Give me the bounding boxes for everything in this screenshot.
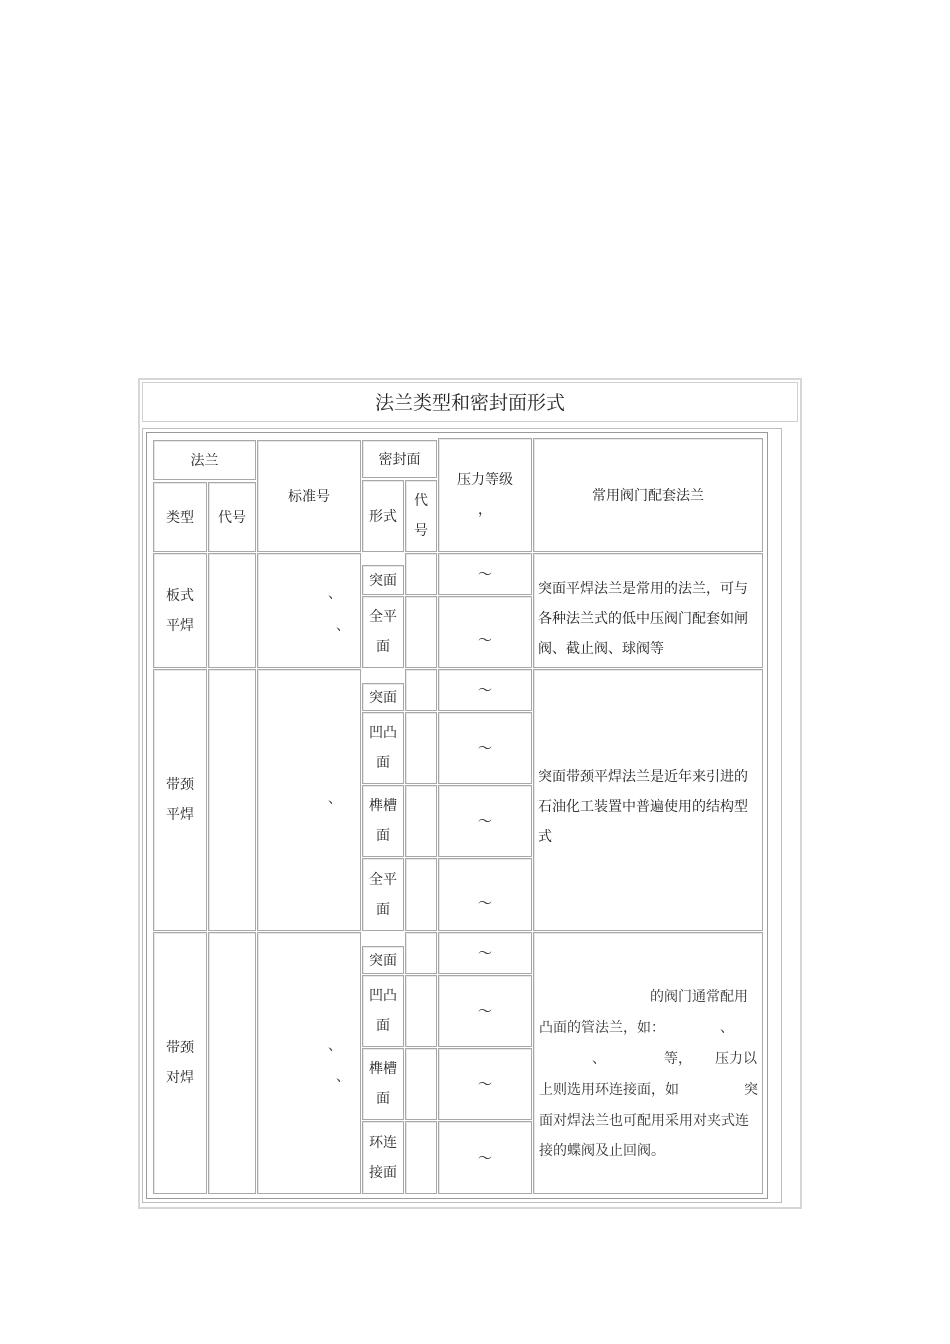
group-2-std-mark-0: 、 <box>328 1038 342 1054</box>
group-0-seal-1-form <box>362 596 404 668</box>
group-1-seal-2-form-2: 面 <box>376 828 390 844</box>
group-0-standard <box>257 553 361 668</box>
group-0-type-2: 平焊 <box>166 617 194 634</box>
group-2-seal-2-form-2: 面 <box>376 1091 390 1107</box>
group-0-seal-0-form <box>362 565 404 595</box>
group-0-code <box>208 553 256 668</box>
group-0-seal-0-code <box>405 553 437 595</box>
group-2-seal-2-range-label: ～ <box>478 1077 492 1093</box>
group-2-seal-3-form-1: 环连 <box>369 1134 397 1151</box>
header-type-label: 类型 <box>166 510 194 526</box>
group-1-seal-2-code <box>405 785 437 857</box>
group-2-seal-2-form-1: 榫槽 <box>369 1061 397 1077</box>
group-1-seal-1-range-label: ～ <box>478 741 492 757</box>
header-seal <box>362 440 437 478</box>
header-form-label: 形式 <box>369 509 397 525</box>
group-0-type <box>153 553 207 668</box>
group-1-type <box>153 669 207 931</box>
group-1-seal-3-form-1: 全平 <box>369 871 397 888</box>
group-1-seal-2-form <box>362 785 404 857</box>
group-2-desc-line-0: 的阀门通常配用 <box>650 989 748 1005</box>
group-2-seal-2-range <box>438 1048 532 1120</box>
header-pressure-2: ， <box>478 502 492 518</box>
header-pressure-1: 压力等级 <box>457 472 513 488</box>
group-2-seal-0-form <box>362 946 404 974</box>
group-2-seal-1-range-label: ～ <box>478 1004 492 1020</box>
table-title: 法兰类型和密封面形式 <box>142 382 798 422</box>
header-seal-code <box>405 480 437 552</box>
group-0-seal-1-range-label: ～ <box>478 633 492 649</box>
header-code-label: 代号 <box>218 510 246 526</box>
group-2-type <box>153 932 207 1194</box>
group-2-desc-line-3: 、 <box>592 1051 606 1067</box>
group-2-seal-1-form <box>362 975 404 1047</box>
group-1-seal-3-code <box>405 858 437 931</box>
header-code <box>208 482 256 552</box>
group-1-seal-3-range <box>438 858 532 931</box>
group-0-type-1: 板式 <box>166 587 194 604</box>
group-0-seal-1-code <box>405 596 437 668</box>
group-1-seal-0-range <box>438 669 532 711</box>
group-2-seal-0-form-label: 突面 <box>369 953 397 969</box>
group-0-std-mark-1: 、 <box>336 618 350 634</box>
group-2-desc-line-7: 突 <box>744 1082 758 1098</box>
group-1-seal-3-range-label: ～ <box>478 895 492 912</box>
header-valves <box>533 438 763 552</box>
group-2-seal-3-code <box>405 1121 437 1194</box>
group-1-code <box>208 669 256 931</box>
group-2-seal-1-range <box>438 975 532 1047</box>
group-2-desc-line-8: 面对焊法兰也可配用采用对夹式连 <box>539 1113 749 1129</box>
group-2-seal-3-form <box>362 1121 404 1194</box>
group-0-seal-0-form-label: 突面 <box>369 573 397 589</box>
group-2-seal-2-code <box>405 1048 437 1120</box>
group-2-desc-line-9: 接的蝶阀及止回阀。 <box>539 1143 665 1159</box>
group-2-std-mark-1: 、 <box>336 1069 350 1085</box>
group-1-seal-1-form-1: 凹凸 <box>369 725 397 741</box>
group-0-seal-1-range <box>438 596 532 668</box>
header-standard <box>257 440 361 552</box>
group-1-seal-2-form-1: 榫槽 <box>369 798 397 814</box>
group-2-seal-3-range-label: ～ <box>478 1150 492 1167</box>
group-1-seal-3-form <box>362 858 404 931</box>
group-1-seal-2-range <box>438 785 532 857</box>
group-1-seal-0-form <box>362 683 404 711</box>
group-2-seal-0-range <box>438 932 532 974</box>
group-0-desc <box>533 553 763 668</box>
group-2-desc-line-2: 、 <box>720 1020 734 1036</box>
group-2-seal-1-form-1: 凹凸 <box>369 988 397 1004</box>
group-2-type-2: 对焊 <box>166 1070 194 1086</box>
group-1-seal-1-form <box>362 712 404 784</box>
header-flange <box>153 440 256 480</box>
header-seal-label: 密封面 <box>378 452 421 468</box>
group-1-desc-text: 突面带颈平焊法兰是近年来引进的石油化工装置中普遍使用的结构型式 <box>538 769 748 845</box>
group-0-seal-1-form-1: 全平 <box>369 609 397 625</box>
header-valves-label: 常用阀门配套法兰 <box>592 488 704 504</box>
group-0-desc-text: 突面平焊法兰是常用的法兰，可与各种法兰式的低中压阀门配套如闸阀、截止阀、球阀等 <box>538 581 748 657</box>
group-1-seal-1-form-2: 面 <box>376 755 390 771</box>
group-2-seal-3-range <box>438 1121 532 1194</box>
header-standard-label: 标准号 <box>288 489 330 505</box>
group-2-desc <box>533 932 763 1194</box>
header-flange-label: 法兰 <box>190 453 219 469</box>
group-2-desc-line-5: 压力以 <box>715 1051 757 1067</box>
group-2-seal-0-range-label: ～ <box>478 946 492 962</box>
group-2-desc-line-1: 凸面的管法兰，如： <box>539 1020 665 1036</box>
group-1-seal-0-range-label: ～ <box>478 683 492 699</box>
group-1-seal-3-form-2: 面 <box>376 901 390 918</box>
group-2-code <box>208 932 256 1194</box>
group-1-seal-1-range <box>438 712 532 784</box>
group-1-type-1: 带颈 <box>166 777 194 793</box>
group-1-seal-0-form-label: 突面 <box>369 690 397 706</box>
group-0-seal-1-form-2: 面 <box>376 639 390 655</box>
group-1-type-2: 平焊 <box>166 807 194 823</box>
group-2-desc-line-4: 等， <box>664 1051 692 1067</box>
group-1-std-mark-0: 、 <box>328 791 342 807</box>
group-2-standard <box>257 932 361 1194</box>
group-2-type-1: 带颈 <box>166 1040 194 1056</box>
header-type <box>153 482 207 552</box>
group-1-seal-2-range-label: ～ <box>478 814 492 830</box>
group-2-seal-1-code <box>405 975 437 1047</box>
group-1-standard <box>257 669 361 931</box>
group-2-seal-0-code <box>405 932 437 974</box>
group-0-seal-0-range-label: ～ <box>478 567 492 583</box>
group-1-desc <box>533 669 763 931</box>
header-pressure <box>438 438 532 552</box>
header-seal-code-2: 号 <box>414 523 428 539</box>
group-2-seal-1-form-2: 面 <box>376 1018 390 1034</box>
header-form <box>362 480 404 552</box>
group-2-seal-2-form <box>362 1048 404 1120</box>
group-2-seal-3-form-2: 接面 <box>369 1164 397 1181</box>
group-0-std-mark-0: 、 <box>328 586 342 602</box>
header-seal-code-1: 代 <box>414 493 428 509</box>
group-1-seal-1-code <box>405 712 437 784</box>
group-2-desc-line-6: 上则选用环连接面，如 <box>539 1082 679 1098</box>
group-0-seal-0-range <box>438 553 532 595</box>
group-1-seal-0-code <box>405 669 437 711</box>
